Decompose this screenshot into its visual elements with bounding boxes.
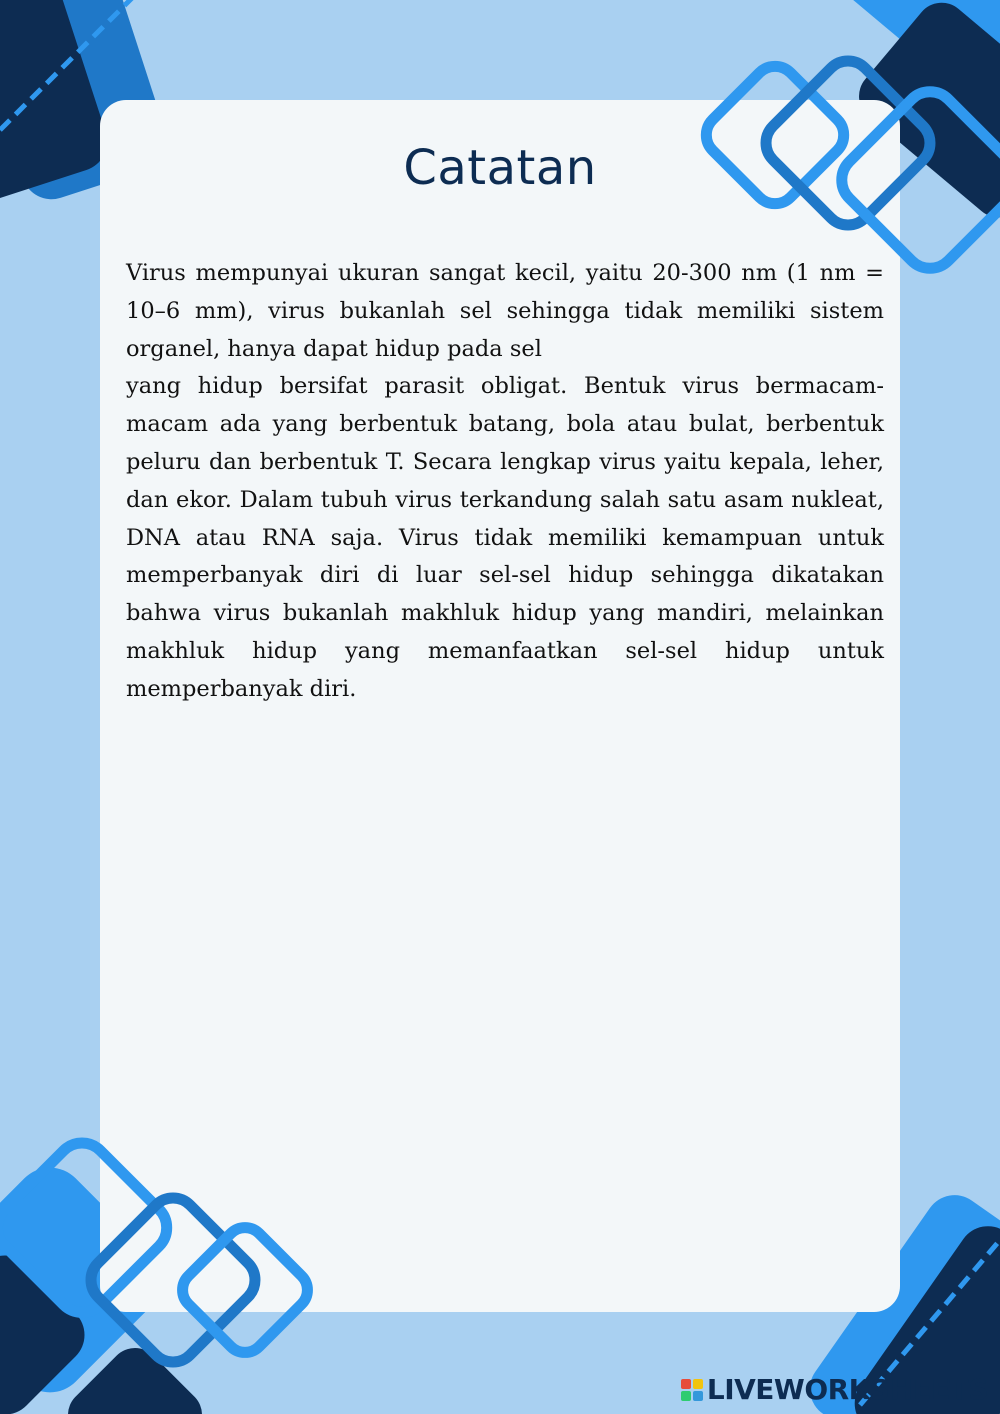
logo-square-blue xyxy=(693,1391,703,1401)
logo-square-yellow xyxy=(693,1379,703,1389)
liveworksheets-watermark xyxy=(681,1373,988,1406)
liveworksheets-logo-icon xyxy=(681,1379,703,1401)
watermark-text: LIVEWORKSHEETS xyxy=(706,1373,988,1406)
logo-square-red xyxy=(681,1379,691,1389)
logo-square-green xyxy=(681,1391,691,1401)
page-title: Catatan xyxy=(403,140,597,196)
note-paragraph xyxy=(126,255,884,709)
paragraph-line-1: Virus mempunyai ukuran sangat kecil, yaitu 20-300 nm (1 nm = 10–6 mm), virus bukanlah sel sehingga tidak memiliki sistem organel, hanya dapat hidup pada sel xyxy=(126,260,884,362)
paragraph-line-2: yang hidup bersifat parasit obligat. Bentuk virus bermacam-macam ada yang berbentuk batang, bola atau bulat, berbentuk peluru dan berbentuk T. Secara lengkap virus yaitu kepala, leher, dan ekor. Dalam tubuh virus terkandung salah satu asam nukleat, DNA atau RNA saja. Virus tidak memiliki kemampuan untuk memperbanyak diri di luar sel-sel hidup sehingga dikatakan bahwa virus bukanlah makhluk hidup yang mandiri, melainkan makhluk hidup yang memanfaatkan sel-sel hidup untuk memperbanyak diri. xyxy=(126,373,884,702)
